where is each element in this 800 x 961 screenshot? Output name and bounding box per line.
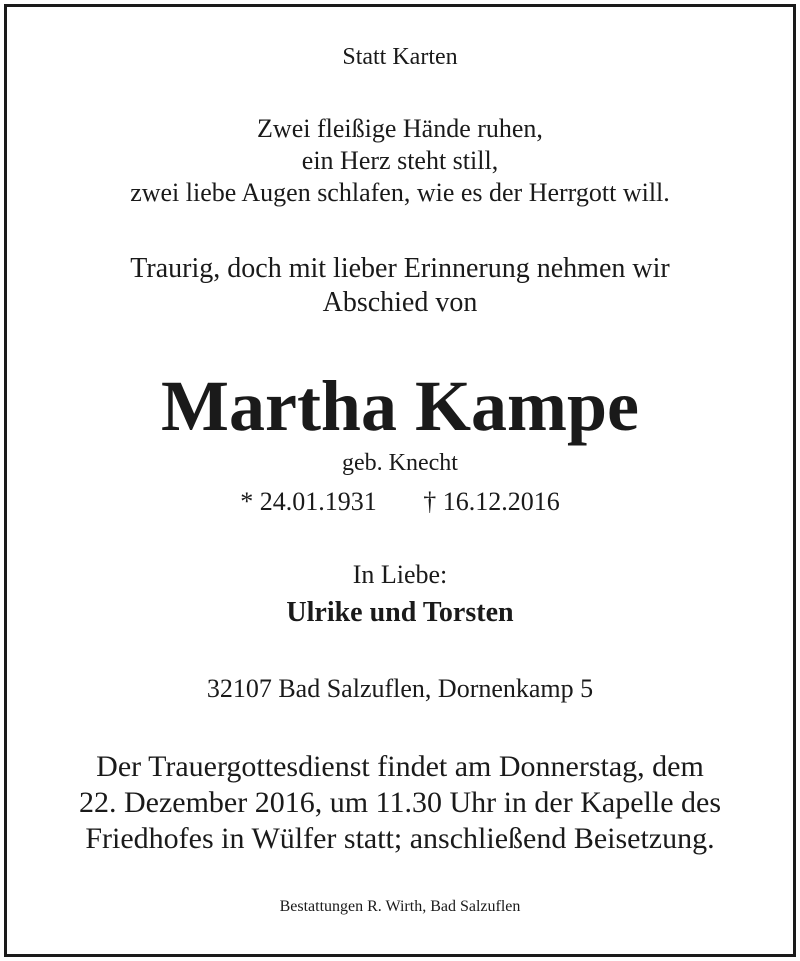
mourners-names: Ulrike und Torsten <box>286 597 514 628</box>
poem-line: zwei liebe Augen schlafen, wie es der Herrgott will. <box>130 178 670 207</box>
farewell-line: Abschied von <box>322 287 478 318</box>
maiden-name: geb. Knecht <box>342 450 458 476</box>
service-line: Friedhofes in Wülfer statt; anschließend Beisetzung. <box>85 822 715 855</box>
mourners-address: 32107 Bad Salzuflen, Dornenkamp 5 <box>206 674 594 703</box>
undertaker-credit: Bestattungen R. Wirth, Bad Salzuflen <box>279 898 521 915</box>
poem-line: Zwei fleißige Hände ruhen, <box>257 114 543 143</box>
service-line: 22. Dezember 2016, um 11.30 Uhr in der Kapelle des <box>78 786 722 819</box>
love-intro: In Liebe: <box>352 560 448 589</box>
deceased-name: Martha Kampe <box>161 366 639 446</box>
life-dates <box>0 487 800 517</box>
death-date: † 16.12.2016 <box>423 487 560 516</box>
intro-text: Statt Karten <box>342 44 458 70</box>
birth-date: * 24.01.1931 <box>240 487 377 516</box>
farewell-line: Traurig, doch mit lieber Erinnerung nehmen wir <box>130 253 670 284</box>
service-line: Der Trauergottesdienst findet am Donnerstag, dem <box>96 750 704 783</box>
poem-line: ein Herz steht still, <box>301 146 499 175</box>
